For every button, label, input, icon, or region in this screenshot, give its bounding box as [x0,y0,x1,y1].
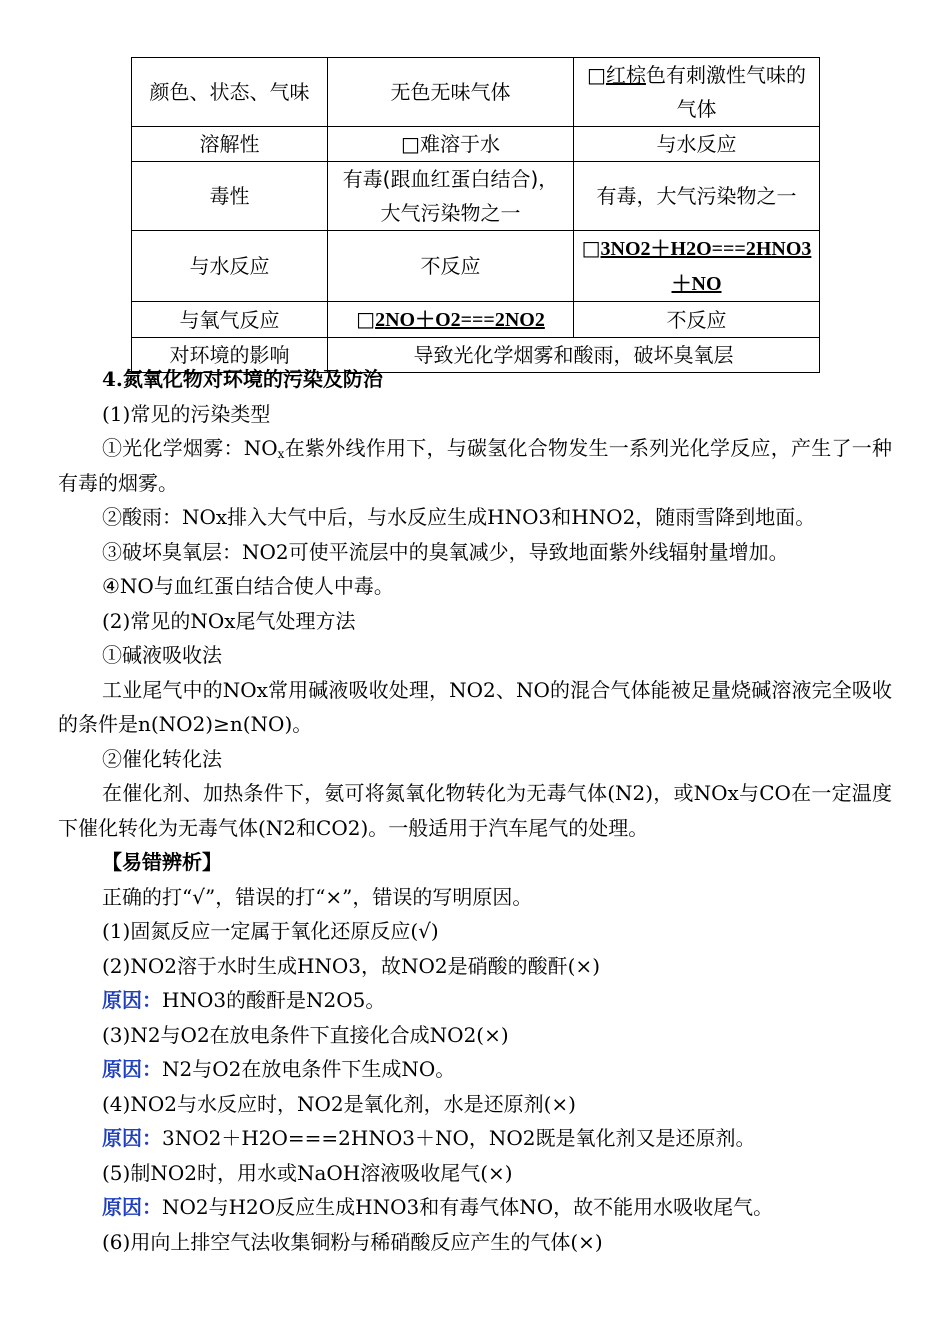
question: (6)用向上排空气法收集铜粉与稀硝酸反应产生的气体(×) [102,1229,603,1254]
reason [58,983,892,1018]
table-row [132,302,820,338]
question: (1)固氮反应一定属于氧化还原反应(√) [102,919,439,943]
paragraph: ④NO与血红蛋白结合使人中毒。 [102,574,394,598]
blank-box: □ [356,307,376,331]
reason [58,1121,892,1156]
reason-text: 3NO2＋H2O===2HNO3＋NO，NO2既是氧化剂又是还原剂。 [162,1126,756,1150]
table-row [132,127,820,162]
row-label: 与水反应 [132,231,328,302]
question: (4)NO2与水反应时，NO2是氧化剂，水是还原剂(×) [102,1091,576,1116]
question: (5)制NO2时，用水或NaOH溶液吸收尾气(×) [102,1160,513,1185]
table-row [132,231,820,302]
text: 在紫外线作用下，与碳氢化合物发生一系列光化学反应，产生了一种有毒的烟雾。 [58,436,892,495]
fill-answer: 红棕 [605,63,646,87]
body-text [58,362,892,1259]
row-label: 对环境的影响 [132,338,328,373]
reason-text: N2与O2在放电条件下生成NO。 [162,1057,456,1081]
cell-no2 [574,58,820,127]
text: ①光化学烟雾：NO [102,436,278,460]
paragraph [58,431,892,500]
reason-text: HNO3的酸酐是N2O5。 [162,988,386,1012]
method-title: ①碱液吸收法 [102,643,222,667]
table-row [132,162,820,231]
cell-both: 导致光化学烟雾和酸雨，破坏臭氧层 [328,338,820,373]
fill-answer: 3NO2＋H2O===2HNO3＋NO [600,238,812,295]
cell-no: 不反应 [328,231,574,302]
cell-text: 色有刺激性气味的气体 [645,63,806,121]
reason-label: 原因： [102,1057,162,1081]
reason-text: NO2与H2O反应生成HNO3和有毒气体NO，故不能用水吸收尾气。 [162,1195,774,1219]
question: (3)N2与O2在放电条件下直接化合成NO2(×) [102,1022,509,1047]
paragraph: 在催化剂、加热条件下，氨可将氮氧化物转化为无毒气体(N2)，或NOx与CO在一定温度下催化转化为无毒气体(N2和CO2)。一般适用于汽车尾气的处理。 [58,781,892,840]
row-label: 毒性 [132,162,328,231]
row-label: 溶解性 [132,127,328,162]
method-title: ②催化转化法 [102,746,222,771]
paragraph: ②酸雨：NOx排入大气中后，与水反应生成HNO3和HNO2，随雨雪降到地面。 [102,505,816,529]
cell-no [328,302,574,338]
cell-no2: 不反应 [574,302,820,338]
row-label: 与氧气反应 [132,302,328,338]
reason [58,1190,892,1225]
cell-no: 无色无味气体 [328,58,574,127]
fill-answer: 2NO＋O2===2NO2 [375,309,545,331]
row-label: 颜色、状态、气味 [132,58,328,127]
question: (2)NO2溶于水时生成HNO3，故NO2是硝酸的酸酐(×) [102,953,600,978]
cell-no2: 与水反应 [574,127,820,162]
cell-no: □难溶于水 [328,127,574,162]
blank-box: □ [581,236,601,260]
reason-label: 原因： [102,1126,162,1150]
subscript: x [277,447,285,461]
paragraph: 工业尾气中的NOx常用碱液吸收处理，NO2、NO的混合气体能被足量烧碱溶液完全吸收的条件是n(NO2)≥n(NO)。 [58,677,892,736]
nitrogen-oxides-property-table [131,57,820,373]
cell-no2: 有毒，大气污染物之一 [574,162,820,231]
cell-no2 [574,231,820,302]
reason-label: 原因： [102,988,162,1012]
cell-no: 有毒(跟血红蛋白结合)，大气污染物之一 [328,162,574,231]
paragraph: ③破坏臭氧层：NO2可使平流层中的臭氧减少，导致地面紫外线辐射量增加。 [102,539,789,564]
reason-label: 原因： [102,1195,162,1219]
subheading: (2)常见的NOx尾气处理方法 [102,608,356,633]
section-heading: 4.氮氧化物对环境的污染及防治 [102,367,383,391]
section-heading: 【易错辨析】 [102,850,222,874]
subheading: (1)常见的污染类型 [102,401,271,426]
instruction: 正确的打“√”，错误的打“×”，错误的写明原因。 [102,884,533,909]
reason [58,1052,892,1087]
blank-box: □ [587,63,606,87]
table-row [132,58,820,127]
